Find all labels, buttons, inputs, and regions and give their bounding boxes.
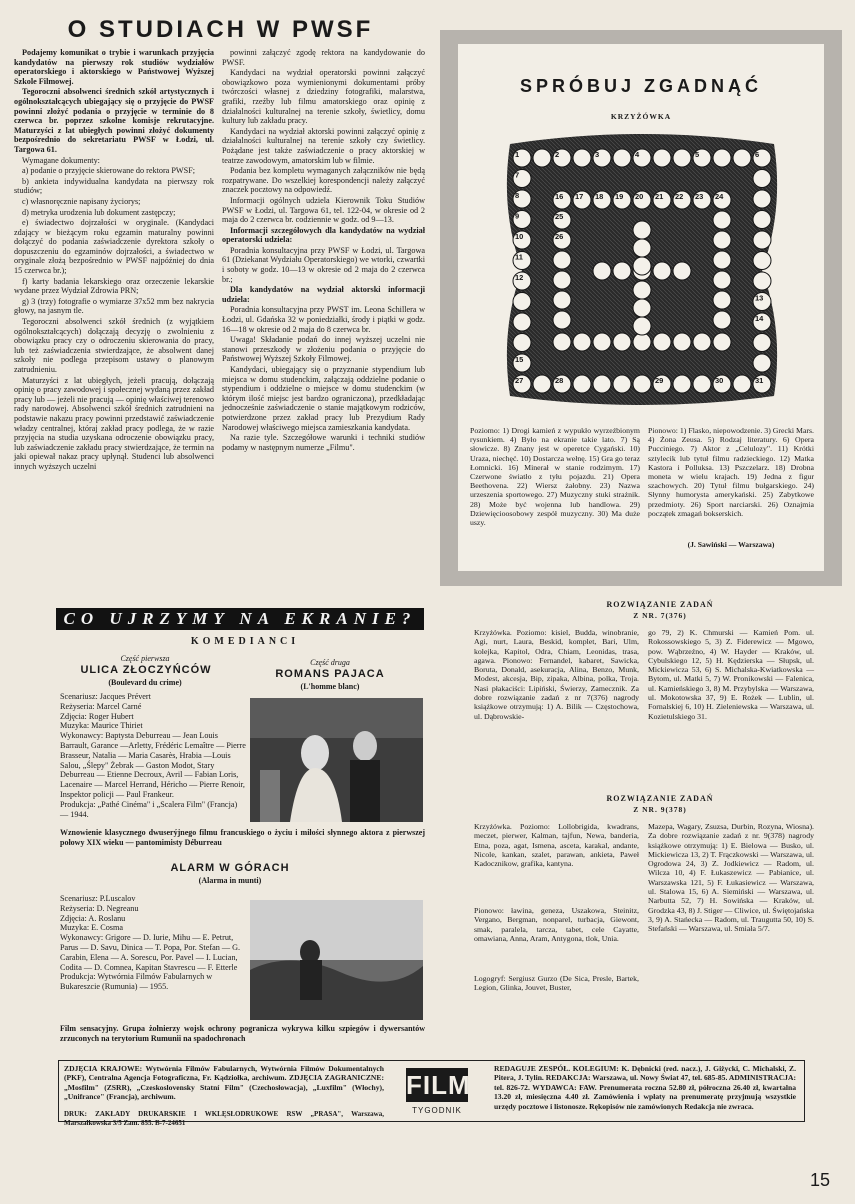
clues-right: Pionowo: 1) Flasko, niepowodzenie. 3) Grecki Mars. 4) Żona Zeusa. 5) Rodzaj literatury. 6) Opera Pucciniego. 7) Aktor z „Celulozy". 11) Krótki sztylecik lub tytuł filmu radzieckiego. 12) Matka Kastora i Polluksa. 13) Pszczelarz. 18) Drobna moneta w wielu krajach. 19) Jedna z figur szachowych. 20) Tytuł filmu bułgarskiego. 24) Słynny humorysta amerykański. 25) Zabytkowe przedmioty. 26) Sport narciarski. 26) Oznajmia początek zmagań bokserskich.: [648, 426, 814, 518]
puzzle-subtitle: KRZYŻÓWKA: [610, 112, 672, 121]
crossword-number-15: 15: [515, 355, 524, 364]
col1-p4: b) ankieta indywidualna kandydata na pierwszy rok studiów;: [14, 176, 214, 196]
solution2-left-a: Krzyżówka. Poziomo: Lollobrigida, kwadrans, meczet, pierwer, Kalman, tajfun, Newa, banderia, Etna, poza, agat, Ismena, asceta, karakal, andante, Nicole, kankan, szalet, parawan, ankieta, Paweł Kadocznikow, grafika, kantyna.: [474, 822, 639, 869]
film1-credit-1: Reżyseria: Marcel Carné: [60, 701, 142, 711]
page-number: 15: [809, 1170, 830, 1190]
col1-p11: Maturzyści z lat ubiegłych, jeżeli pracują, dołączają opinię o pracy zawodowej i społecznej wydaną przez zakład pracy lub — jeżeli nie pracują — opinię właściwej terenowo rady narodowej. Absolwenci szkół średnich zatrudnieni na podstawie nakazu pracy powinni przedstawić zaświadczenie władzy centralnej, któraj zakład pracy podlega, że w razie przyjęcia na studia uzyskana odroczenie obowiązku pracy, lub zaświadczenie zakładu pracy stwierdzające, że termin na jaki opiewał nakaz pracy upłynął. Studenci lub absolwenci innych wyższych uczelni: [14, 375, 214, 471]
crossword-cell: [593, 262, 611, 280]
crossword-number-5: 5: [695, 150, 700, 159]
article-headline: O STUDIACH W PWSF: [67, 16, 374, 43]
crossword-cell: [653, 333, 671, 351]
footer-photo-credits: ZDJĘCIA KRAJOWE: Wytwórnia Filmów Fabularnych, Wytwórnia Filmów Dokumentalnych (PKF), Centralna Agencja Fotograficzna, Fr. Kądziołka, archiwum. ZDJĘCIA ZAGRANICZNE: „Mosfilm" (ZSRR), „Czeskoslovensky Statní Film" (Czechosłowacja), „Luxfilm" (Włochy), „Unifrance" (Francja), archiwum.: [64, 1064, 384, 1102]
film2-credit-2: Zdjęcia: A. Roslanu: [60, 913, 126, 923]
solution2-title: ROZWIĄZANIE ZADAŃ: [606, 794, 714, 803]
crossword-cell: [733, 375, 751, 393]
crossword-cell: [713, 311, 731, 329]
col2-p4: Informacji ogólnych udziela Kierownik Toku Studiów PWSF w Łodzi, ul. Targowa 61, tel. 122-04, w okresie od 2 maja do 2 czerwca br. codziennie w godz. od 9—13.: [222, 195, 425, 225]
part1-label: Część pierwsza: [120, 654, 170, 663]
crossword-number-24: 24: [715, 192, 724, 201]
crossword-cell: [713, 271, 731, 289]
crossword-cell: [673, 149, 691, 167]
crossword-number-10: 10: [515, 232, 524, 241]
film2-credit-0: Scenariusz: P.Luscalov: [60, 894, 136, 903]
col2-p11: Na razie tyle. Szczegółowe warunki i techniki studiów podamy w następnym numerze „Filmu".: [222, 433, 425, 452]
col1-p8: f) karty badania lekarskiego oraz orzeczenie lekarskie wydane przez Wydział Zdrowia PRN;: [14, 276, 214, 296]
crossword-cell: [553, 251, 571, 269]
film1-credit-0: Scenariusz: Jacques Prévert: [60, 692, 151, 701]
crossword-number-28: 28: [555, 376, 564, 385]
crossword-cell: [633, 281, 651, 299]
crossword-number-6: 6: [755, 150, 760, 159]
film2-credits: [60, 894, 246, 992]
crossword-cell: [693, 375, 711, 393]
crossword-number-13: 13: [755, 293, 764, 303]
crossword-number-21: 21: [655, 192, 664, 201]
crossword-cell: [613, 333, 631, 351]
film1-description: Wznowienie klasycznego dwuserýjnego filmu francuskiego o życiu i miłości słynnego aktora z pierwszej połowy XIX wieku — pantomimisty Déburreau: [60, 828, 425, 847]
crossword-number-20: 20: [635, 192, 644, 201]
part2-label: Część druga: [310, 658, 350, 667]
solution1-left: Krzyżówka. Poziomo: kisiel, Budda, winobranie, Agi, nurt, Laura, Beskid, komplet, Bari, Ulm, kolejka, Kapitol, Odra, Chiam, Leonidas, trasa, agawa. Pionowo: Fernandel, kabaret, Sawicka, Boruta, Donald, asekuracja, Alina, Benzo, Munk, Modest, akcesja, Bip, zipaka, Albina, polka, Troja. Nasi płakaciści: Lipiński, Świerzy, Zamecznik. Za dobre rozwiązanie zadań z nr 7(376) nagrody książkowe otrzymują: 1) A. Bilik — Częstochowa, ul. Dąbrowskie-: [474, 628, 639, 721]
col1-p0: Podajemy komunikat o trybie i warunkach przyjęcia kandydatów na pierwszy rok studiów wydziałów operatorskiego i aktorskiego w Państwowej Wyższej Szkole Filmowej.: [14, 48, 214, 86]
crossword-cell: [513, 313, 531, 331]
crossword-cell: [753, 334, 771, 352]
crossword-cell: [573, 375, 591, 393]
film1-photo-image: [250, 698, 423, 822]
crossword-number-26: 26: [555, 232, 564, 241]
crossword-number-8: 8: [515, 191, 520, 200]
crossword-cell: [553, 333, 571, 351]
crossword-cell: [753, 231, 771, 249]
col1-p1: Tegoroczni absolwenci średnich szkół artystycznych i ogólnokształcących ubiegający się o przyjęcie do PWSF powinni złożyć podania o przyjęcie w terminie do 8 czerwca br. poprzez szkolne komisje rekrutacyjne. Maturzyści z lat ubiegłych powinni złożyć dokumenty bezpośrednio do sekretariatu PWSF w Łodzi, ul. Targowa 61.: [14, 87, 214, 154]
crossword-number-3: 3: [595, 150, 600, 159]
crossword-cell: [553, 311, 571, 329]
solution1-right: go 79, 2) K. Chmurski — Kamień Pom. ul. Rokossowskiego 5, 3) Z. Fiderewicz — Mgowo, pow. Wąbrzeźno, 4) W. Hayder — Kraków, ul. Cybulskiego 12, 5) H. Kędzierska — Słupsk, ul. Mickiewicza 53, 6) S. Michalska-Kwiatkowska — Bytom, ul. Matki 5, 7) W. Pronikowski — Falenica, ul. Kamieńskiego 3, 8) M. Przybylska — Warszawa, ul. Mokotowska 37, 9) E. Rożek — Lublin, ul. Fornalskiej 6, 10) H. Zieleniewska — Warszawa, ul. Kozietulskiego 31.: [648, 628, 814, 721]
film1-credit-3: Muzyka: Maurice Thiriet: [60, 721, 143, 731]
crossword-cell: [533, 149, 551, 167]
crossword-cell: [633, 221, 651, 239]
crossword-cell: [613, 262, 631, 280]
solution2-number: Z NR. 9(378): [633, 805, 687, 814]
clues-left: Poziomo: 1) Drogi kamień z wypukło wyrzeźbionym rysunkiem. 4) Było na ekranie takie lato. 7) Są słowicze. 8) Znany jest w operetce Cygański. 10) Uraza, niechęć. 10) Dostarcza wełnę. 15) Gra go teraz Łomnicki. 16) Minerał w stanie rodzimym. 17) Czerwone światło z tyłu pojazdu. 21) Opera Beethovena. 22) Wiersz żałobny. 23) Nazwa urzeszenia sportowego. 27) Muzyczny stuki strażnik. 28) Może być wojenna lub handlowa. 29) Dziewięcioosobowy zespół muzyczny. 30) Ma duże uszy.: [470, 426, 640, 528]
col1-p9: g) 3 (trzy) fotografie o wymiarze 37x52 mm bez nakrycia głowy, na jasnym tle.: [14, 296, 214, 316]
col2-p10: Kandydaci, ubiegający się o przyznanie stypendium lub miejsca w domu studenckim, załączają oddzielne podanie o stypendium i oddzielne o miejsce w domu studenckim (w którym ilość miejsc jest bardzo ograniczona), przedkładając jednocześnie zaświadczenie o stanie majątkowym rodziców, potwierdzone przez zakład pracy lub Prezydium Rady Narodowej właściwego miejsca zamieszkania kandydata.: [222, 365, 425, 432]
crossword-number-16: 16: [555, 192, 564, 201]
crossword-number-2: 2: [555, 150, 560, 159]
crossword-cell: [633, 239, 651, 257]
crossword-cell: [653, 149, 671, 167]
crossword-cell: [613, 149, 631, 167]
film2-subtitle: (Alarma in munti): [198, 876, 262, 885]
footer-print: DRUK: ZAKŁADY DRUKARSKIE I WKLĘSŁODRUKOWE RSW „PRASA", Warszawa, Marszałkowska 3/5 Zam. 855. B-7-24651: [64, 1110, 384, 1128]
cinema-banner: CO UJRZYMY NA EKRANIE?: [56, 608, 424, 630]
film2-credit-3: Muzyka: E. Cosma: [60, 923, 123, 933]
film2-title: ALARM W GÓRACH: [170, 862, 290, 874]
crossword-cell: [753, 190, 771, 208]
crossword-cell: [633, 375, 651, 393]
film1-credit-5: Produkcja: „Pathé Cinéma" i „Scalera Film" (Francja) — 1944.: [60, 799, 238, 819]
crossword-cell: [633, 257, 651, 275]
crossword-cell: [553, 271, 571, 289]
crossword-number-14: 14: [755, 314, 764, 323]
crossword-number-27: 27: [515, 376, 524, 385]
col2-p8: Poradnia konsultacyjna przy PWST im. Leona Schillera w Łodzi, ul. Gdańska 32 w poniedziałki, środy i piątki w godz. 16—18 w okresie od 2 maja do 8 czerwca br.: [222, 305, 425, 334]
film-logo: FILM: [406, 1070, 471, 1100]
col2-p5: Informacji szczegółowych dla kandydatów na wydział operatorski udziela:: [222, 225, 425, 245]
solution2-left-c: Logogryf: Sergiusz Gurzo (De Sica, Presle, Bartek, Legion, Glinka, Jouvet, Buster,: [474, 974, 639, 993]
crossword-cell: [713, 291, 731, 309]
solution2-right: Mazepa, Wagary, Zsuzsa, Durbin, Rozyna, Wiosna). Za dobre rozwiązanie zadań z nr. 9(378) nagrody książkowe otrzymują: 1) E. Bielowa — Busko, ul. Mickiewicza 13, 2) T. Frączkowski — Warszawa, ul. Ogrodowa 24, 3) Z. Jodkiewicz — Radom, ul. Wilcza 10, 4) F. Łukaszewicz — Pabianice, ul. Warszawska 121, 5) F. Łukasiewicz — Warszawa, ul. Stalowa 15, 6) A. Siemiński — Warszawa, ul. Narbutta 52, 7) H. Sowińska — Kraków, ul. Grodzka 43, 8) J. Stiger — Cliwice, ul. Świętojańska 3, 9) A. Stańecka — Radom, ul. Traugutta 50, 10) S. Stefański — Warszawa, ul. Smiała 5/7.: [648, 822, 814, 934]
crossword-cell: [613, 375, 631, 393]
crossword-number-23: 23: [695, 192, 704, 201]
crossword-number-29: 29: [655, 376, 664, 385]
crossword-number-7: 7: [515, 170, 520, 180]
crossword-grid: [492, 130, 792, 410]
crossword-cell: [673, 375, 691, 393]
article-column-1: [14, 48, 214, 632]
film2-credit-1: Reżyseria: D. Negreanu: [60, 903, 139, 913]
crossword-number-12: 12: [515, 273, 524, 282]
crossword-number-18: 18: [595, 192, 604, 201]
crossword-cell: [633, 299, 651, 317]
part1-subtitle: (Boulevard du crime): [108, 678, 182, 687]
crossword-cell: [753, 170, 771, 188]
col1-p6: d) metryka urodzenia lub dokument zastępczy;: [22, 207, 176, 217]
article-column-2: [222, 48, 425, 632]
col1-p10: Tegoroczni absolwenci szkół średnich (z wyjątkiem ogólnokształcących) dołączają decyzję o zwolnieniu z obowiązku pracy czy o odroczeniu skierowania do pracy, lub też zaświadczenia stwierdzające, że absolwent danej szkoły nie podlega przepisom ustawy o planowym zatrudnieniu.: [14, 317, 214, 374]
crossword-cell: [633, 333, 651, 351]
crossword-number-19: 19: [615, 192, 624, 201]
crossword-cell: [513, 293, 531, 311]
crossword-number-30: 30: [715, 376, 724, 385]
footer-tygodnik: TYGODNIK: [412, 1106, 462, 1115]
solution2-left-b: Pionowo: ławina, geneza, Uszakowa, Steinitz, Vergano, Bergman, nonparel, turbacja, Giewont, smak, paralela, tarcza, tabet, cele Cayatte, omawiana, Anna, Aram, Antygona, tlok, Unia.: [474, 906, 639, 943]
crossword-cell: [733, 149, 751, 167]
solution1-number: Z NR. 7(376): [633, 611, 687, 620]
crossword-cell: [713, 149, 731, 167]
film1-credit-2: Zdjęcia: Roger Hubert: [60, 711, 134, 721]
crossword-number-9: 9: [515, 211, 520, 221]
col2-p1: Kandydaci na wydział operatorski powinni załączyć obowiązkowo poza wymienionymi dokumentami próby twórczości własnej z dziedziny fotografiki, malarstwa, grafiki, rzeźby lub filmu amatorskiego oraz opinię z działalności kulturalnej na terenie szkoły, świetlicy, domu kultury lub zakładu pracy.: [222, 68, 425, 126]
part2-title: ROMANS PAJACA: [275, 668, 385, 680]
col2-p7: Dla kandydatów na wydział aktorski informacji udziela:: [222, 285, 425, 304]
film2-description: Film sensacyjny. Grupa żołnierzy wojsk ochrony pogranicza wykrywa kilku szpiegów i dywersantów zrzuconych na terytorium Rumunii na spadochronach: [60, 1024, 425, 1043]
crossword-cell: [593, 375, 611, 393]
col2-p3: Podania bez kompletu wymaganych załączników nie będą rozpatrywane. Do wszelkiej korespondencji należy załączyć znaczek pocztowy na odpowiedź.: [222, 166, 425, 195]
footer-editorial: REDAGUJE ZESPÓŁ. KOLEGIUM: K. Dębnicki (red. nacz.), J. Giżycki, C. Michalski, Z. Pitera, J. Tylin. REDAKCJA: Warszawa, ul. Nowy Świat 47, tel. 685-85. ADMINISTRACJA: tel. 826-72. WYDAWCA: FAW. Prenumerata roczna 52.80 zł, półroczna 26.40 zł, kwartalna 13.20 zł, miesięczna 4.40 zł. Zamówienia i wpłaty na prenumeratę przyjmują wszystkie urzędy pocztowe i listonosze. Rękopisów nie zamówionych Redakcja nie zwraca.: [494, 1064, 796, 1111]
part1-title: ULICA ZŁOCZYŃCÓW: [80, 664, 212, 676]
film1-photo: [250, 698, 423, 822]
crossword-cell: [713, 231, 731, 249]
film2-credit-5: Produkcja: Wytwórnia Filmów Fabularnych w Bukareszcie (Rumunia) — 1955.: [60, 972, 213, 992]
crossword-number-4: 4: [635, 150, 640, 159]
col1-p5: c) własnoręcznie napisany życiorys;: [22, 196, 141, 206]
crossword-cell: [693, 333, 711, 351]
col2-p6: Poradnia konsultacyjna przy PWSF w Łodzi, ul. Targowa 61 (Dziekanat Wydziału Operatorskiego) we wtorki, czwartki i soboty w godz. 10—13 w okresie od 2 maja do 2 czerwca br.;: [222, 245, 425, 284]
film2-photo: [250, 900, 423, 1020]
col1-p3: a) podanie o przyjęcie skierowane do rektora PWSF;: [22, 166, 196, 176]
crossword-number-1: 1: [515, 150, 520, 159]
crossword-cell: [713, 211, 731, 229]
film2-photo-image: [250, 900, 423, 1020]
crossword-cell: [533, 375, 551, 393]
col2-p9: Uwaga! Składanie podań do innej wyższej uczelni nie stanowi przeszkody w złożeniu podania o przyjęcie do Państwowej Wyższej Szkoły Filmowej.: [222, 335, 425, 364]
crossword-number-22: 22: [675, 192, 684, 201]
col2-p2: Kandydaci na wydział aktorski powinni załączyć opinię z działalności kulturalnej na terenie szkoły czy świetlicy. Pożądane jest także zaświadczenie o pracy aktorskiej w teatrze zawodowym, amatorskim lub w filmie.: [222, 126, 425, 165]
crossword-cell: [673, 262, 691, 280]
crossword-number-25: 25: [555, 212, 564, 221]
crossword-cell: [553, 291, 571, 309]
crossword-number-11: 11: [515, 252, 523, 262]
part2-subtitle: (L'homme blanc): [300, 682, 360, 691]
crossword-number-31: 31: [755, 376, 764, 385]
col1-p7: e) świadectwo dojrzałości w oryginale. (Kandydaci zdający w bieżącym roku egzamin maturalny powinni dołączyć do podania zaświadczenie dyrektora szkoły o dopuszczeniu do egzaminów dojrzałości, a świadectwo w oryginale złożą bezpośrednio w PWSF najpóźniej do dnia 15 czerwca br.);: [14, 218, 214, 276]
crossword-cell: [753, 252, 771, 270]
crossword-cell: [753, 211, 771, 229]
film1-credits: [60, 692, 246, 819]
crossword-cell: [633, 317, 651, 335]
crossword-cell: [573, 333, 591, 351]
crossword-cell: [713, 251, 731, 269]
crossword-cell: [593, 333, 611, 351]
crossword-cell: [753, 272, 771, 290]
crossword-cell: [653, 262, 671, 280]
crossword-cell: [513, 334, 531, 352]
film1-credit-4: Wykonawcy: Baptysta Deburreau — Jean Louis Barrault, Garance —Arletty, Frédéric Lemaître — Pierre Brasseur, Natalia — Maria Casarès, Hrabia —Louis Salou, „Ślepy" Żebrak — Gaston Modot, Stary Deburreau — Etienne Decroux, Avril — Fabian Loris, Lacenaire — Marcel Herrand, Héricho — Pierre Renoir, Inspektor policji — Paul Frankeur.: [60, 731, 246, 799]
crossword-cell: [573, 149, 591, 167]
komedianci-heading: KOMEDIANCI: [190, 636, 300, 647]
film2-credit-4: Wykonawcy: Grigore — D. Iurie, Mihu — E. Petrut, Parus — D. Savu, Dinica — T. Popa, Por. Stefan — G. Carabin, Elena — A. Sorescu, Por. Pavel — I. Lucian, Codita — D. Comnea, Kapitan Stavrescu — F. Etterle: [60, 933, 241, 972]
crossword-number-17: 17: [575, 192, 584, 201]
crossword-cell: [673, 333, 691, 351]
crossword-cell: [713, 333, 731, 351]
puzzle-title: SPRÓBUJ ZGADNĄĆ: [519, 76, 762, 96]
solution1-title: ROZWIĄZANIE ZADAŃ: [606, 600, 714, 609]
crossword-cell: [753, 354, 771, 372]
puzzle-author: (J. Sawiński — Warszawa): [687, 540, 775, 549]
col2-p0: powinni załączyć zgodę rektora na kandydowanie do PWSF.: [222, 48, 425, 67]
col1-p2: Wymagane dokumenty:: [22, 155, 100, 165]
